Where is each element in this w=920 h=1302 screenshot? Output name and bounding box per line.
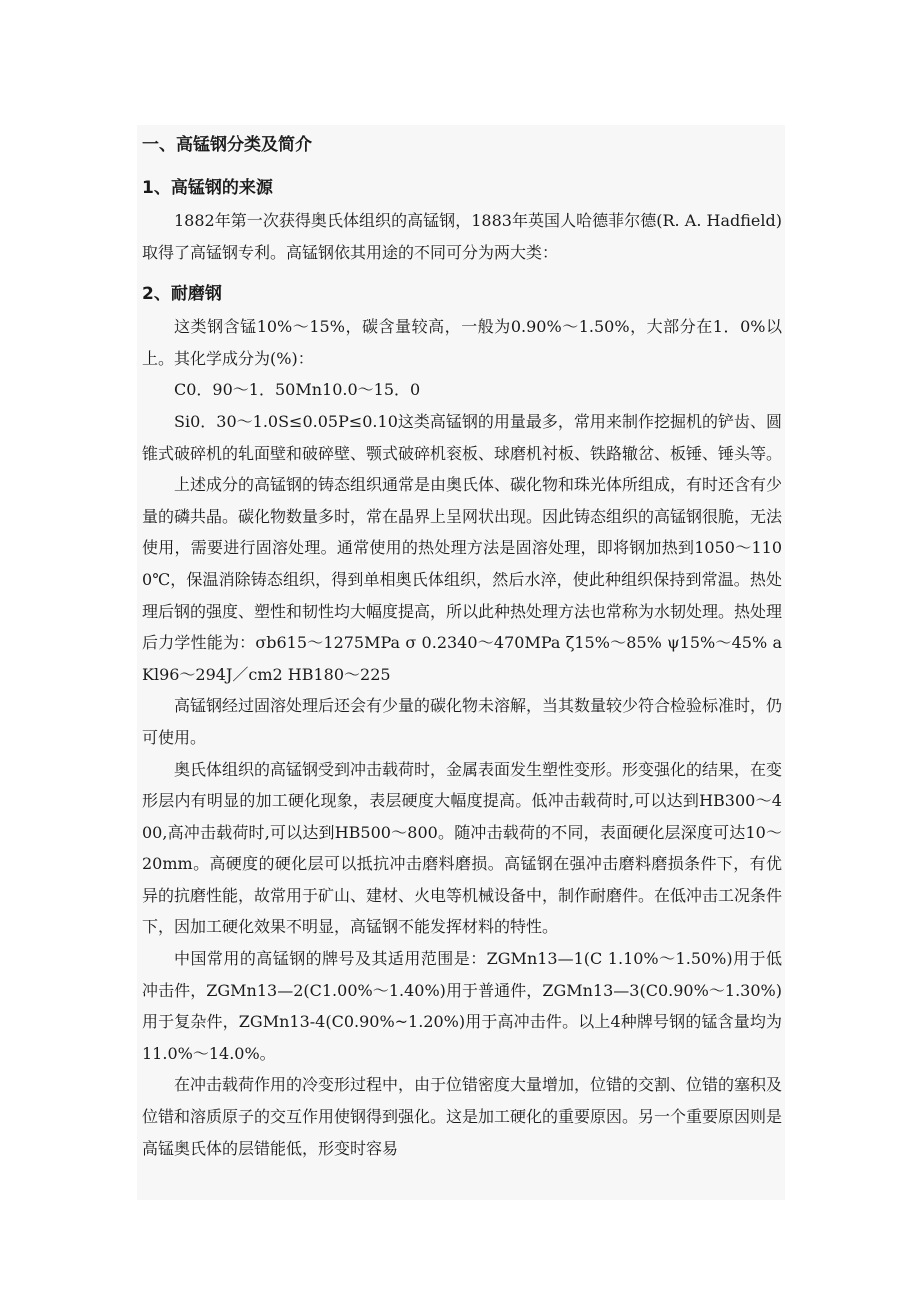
section-2-title: 2、耐磨钢: [142, 284, 222, 305]
main-heading: 一、高锰钢分类及简介: [142, 135, 312, 155]
paragraph-cast-structure: 上述成分的高锰钢的铸态组织通常是由奥氏体、碳化物和珠光体所组成，有时还含有少量的磷共晶。碳化物数量多时，常在晶界上呈网状出现。因此铸态组织的高锰钢很脆，无法使用，需要进行固溶处理。通常使用的热处理方法是固溶处理，即将钢加热到1050～1100℃，保温消除铸态组织，得到单相奥氏体组织，然后水淬，使此种组织保持到常温。热处理后钢的强度、塑性和韧性均大幅度提高，所以此种热处理方法也常称为水韧处理。热处理后力学性能为：σb615～1275MPa σ 0.2340～470MPa ζ15%～85% ψ15%～45% aKl96～294J／cm2 HB180～225: [142, 475, 783, 684]
section-1-title: 1、高锰钢的来源: [142, 178, 273, 198]
paragraph-composition-intro: 这类钢含锰10%～15%，碳含量较高，一般为0.90%～1.50%，大部分在1．0%以上。其化学成分为(%)：: [142, 317, 782, 368]
paragraph-composition-c-mn: C0．90～1．50Mn10.0～15．0: [174, 380, 421, 400]
paragraph-grades: 中国常用的高锰钢的牌号及其适用范围是：ZGMn13—1(C 1.10%～1.50%)用于低冲击件，ZGMn13—2(C1.00%～1.40%)用于普通件，ZGMn13—3(C0.90%～1.30%)用于复杂件，ZGMn13-4(C0.90%~1.20%)用于高冲击件。以上4种牌号钢的锰含量均为11.0%～14.0%。: [142, 949, 782, 1063]
paragraph-composition-usage: Si0．30～1.0S≤0.05P≤0.10这类高锰钢的用量最多，常用来制作挖掘机的铲齿、圆锥式破碎机的轧面壁和破碎壁、颚式破碎机衮板、球磨机衬板、铁路辙岔、板锤、锤头等。: [142, 411, 783, 463]
section-1-paragraph: 1882年第一次获得奥氏体组织的高锰钢，1883年英国人哈德菲尔德(R. A. Hadfield)取得了高锰钢专利。高锰钢依其用途的不同可分为两大类：: [142, 211, 782, 262]
paragraph-work-hardening: 奥氏体组织的高锰钢受到冲击载荷时，金属表面发生塑性变形。形变强化的结果，在变形层内有明显的加工硬化现象，表层硬度大幅度提高。低冲击载荷时,可以达到HB300～400,高冲击载荷时,可以达到HB500～800。随冲击载荷的不同，表面硬化层深度可达10～20mm。高硬度的硬化层可以抵抗冲击磨料磨损。高锰钢在强冲击磨料磨损条件下，有优异的抗磨性能，故常用于矿山、建材、火电等机械设备中，制作耐磨件。在低冲击工况条件下，因加工硬化效果不明显，高锰钢不能发挥材料的特性。: [142, 759, 783, 937]
paragraph-carbides: 高锰钢经过固溶处理后还会有少量的碳化物未溶解，当其数量较少符合检验标准时，仍可使用。: [142, 696, 783, 747]
paragraph-dislocation: 在冲击载荷作用的冷变形过程中，由于位错密度大量增加，位错的交割、位错的塞积及位错和溶质原子的交互作用使钢得到强化。这是加工硬化的重要原因。另一个重要原因则是高锰奥氏体的层错能低，形变时容易: [142, 1075, 783, 1158]
document-body: [142, 127, 782, 1164]
